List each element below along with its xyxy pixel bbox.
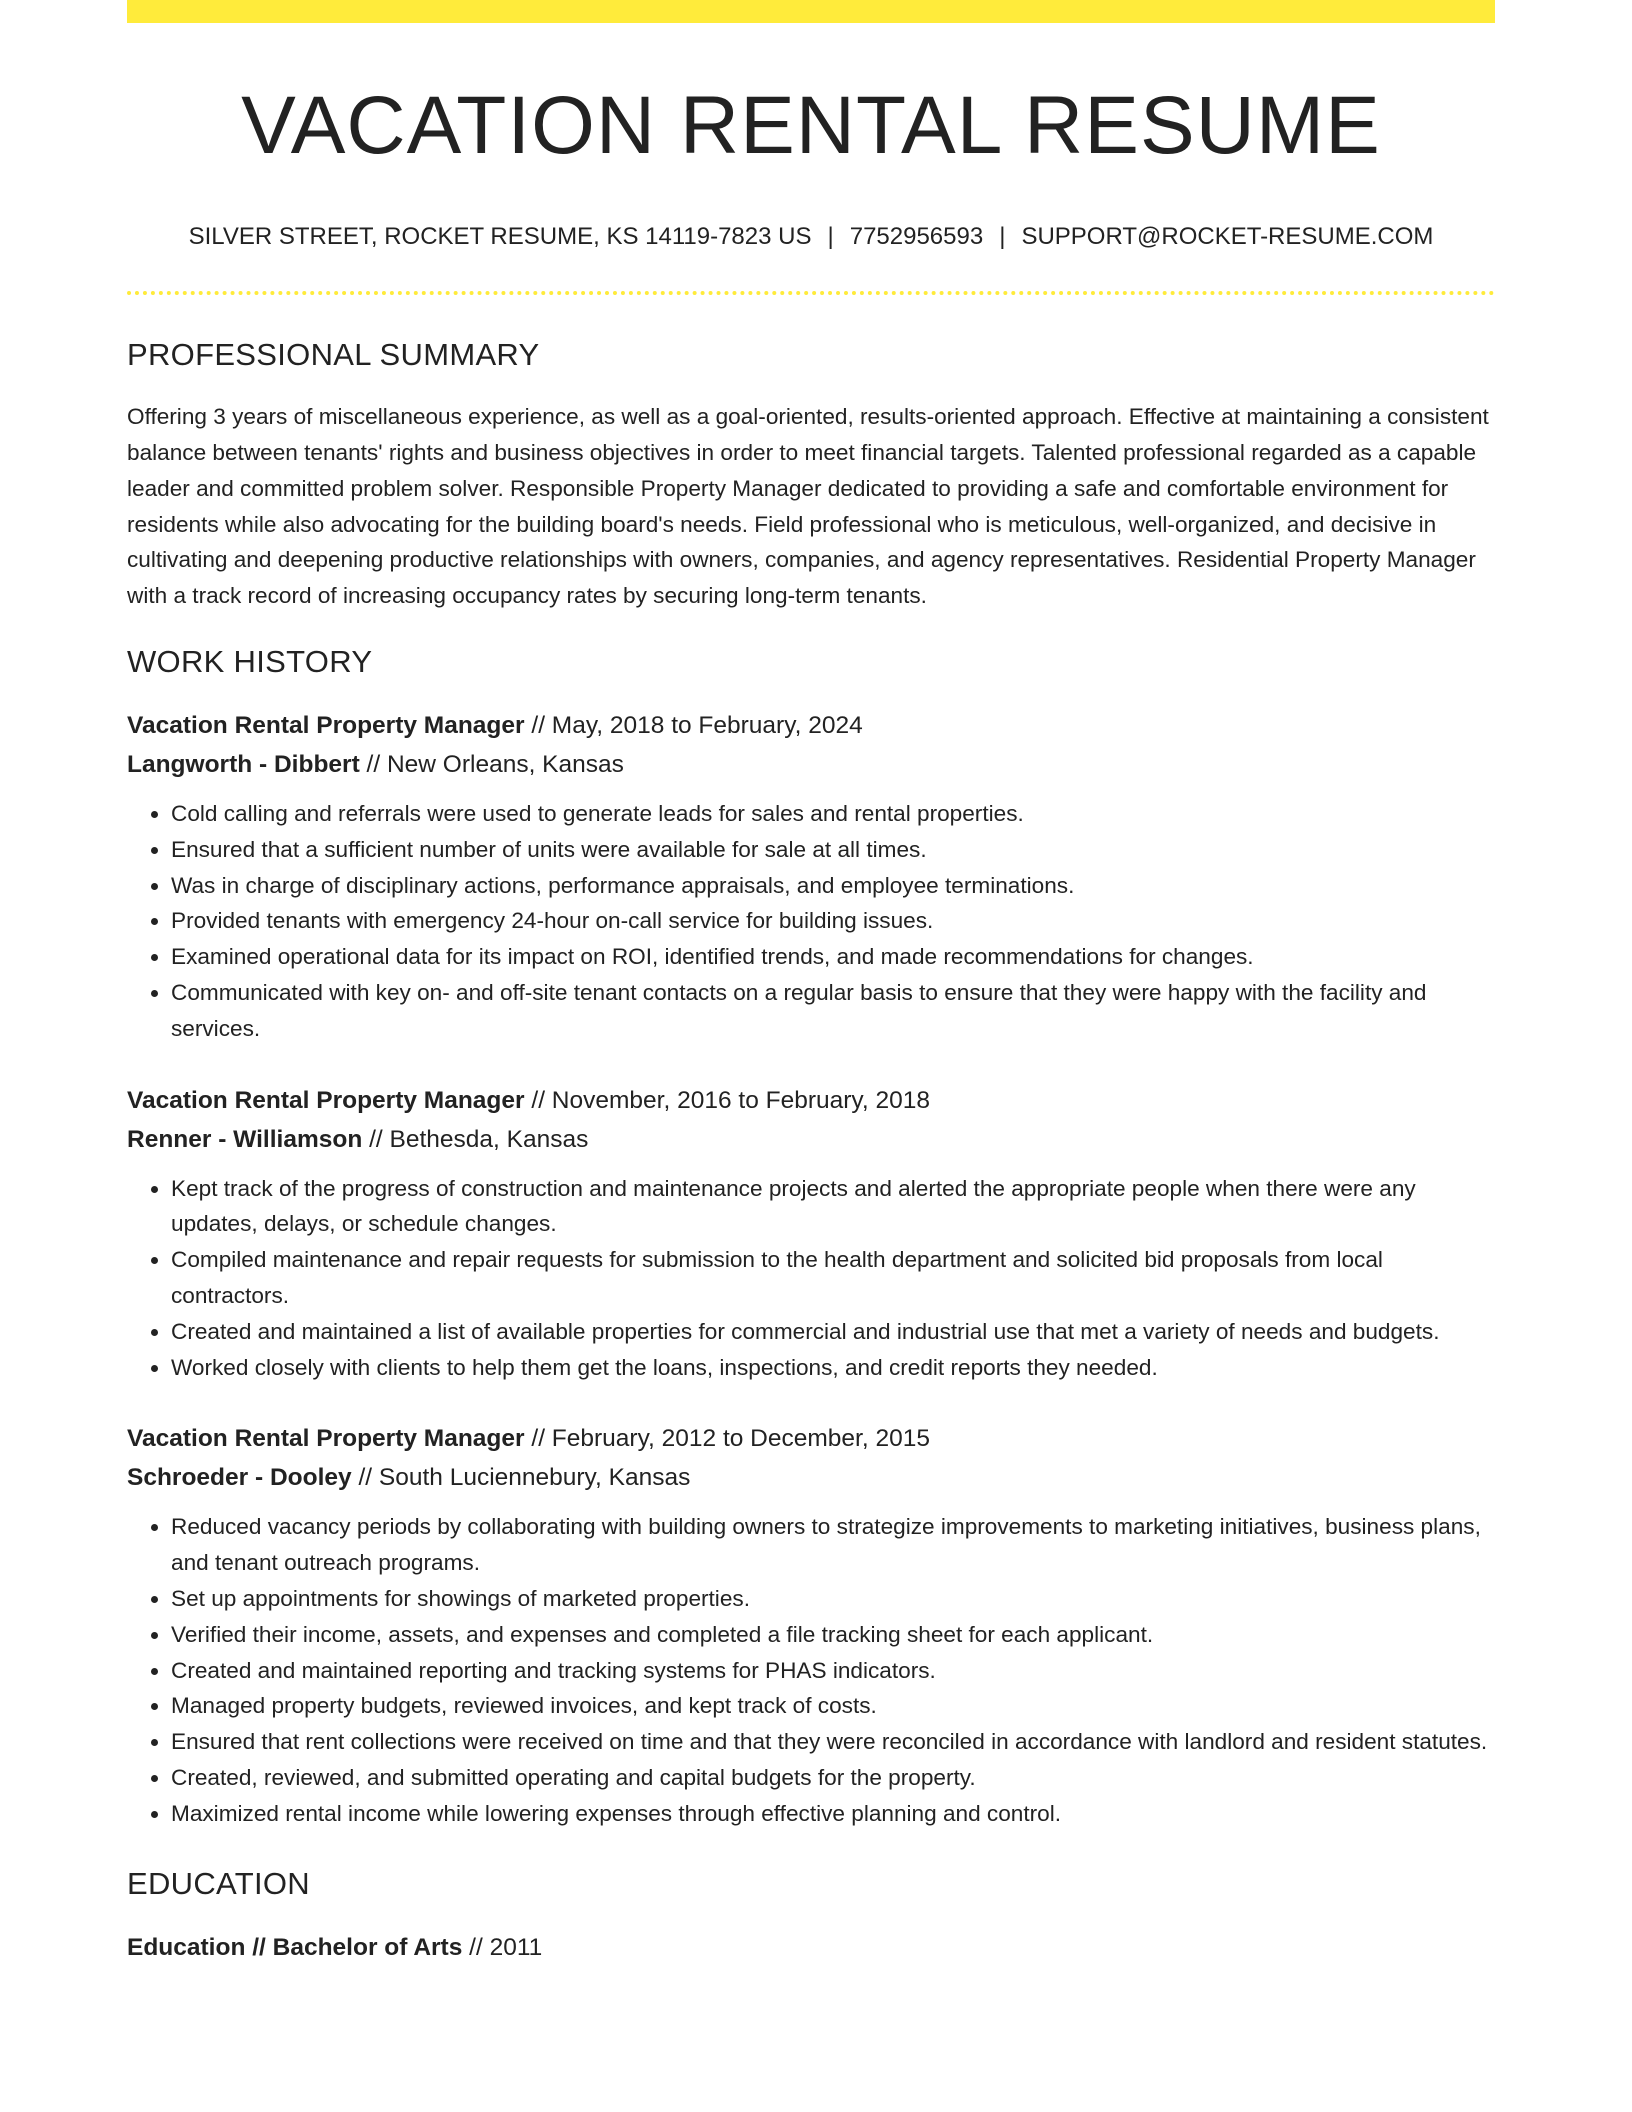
job-bullets <box>127 1509 1495 1831</box>
job-bullets <box>127 1171 1495 1386</box>
job-location: // South Luciennebury, Kansas <box>351 1464 691 1492</box>
job-entry <box>127 1419 1495 1831</box>
phone: 7752956593 <box>849 223 984 251</box>
job-bullet: • Created and maintained a list of available properties for commercial and industrial use that met a variety of needs and budgets. <box>171 1314 1495 1350</box>
job-bullet: • Communicated with key on- and off-site tenant contacts on a regular basis to ensure that they were happy with the facility and services. <box>171 975 1495 1047</box>
job-bullet: • Set up appointments for showings of marketed properties. <box>171 1581 1495 1617</box>
contact-separator: | <box>999 223 1006 251</box>
job-bullet: • Created, reviewed, and submitted operating and capital budgets for the property. <box>171 1760 1495 1796</box>
dotted-divider <box>127 291 1495 295</box>
job-company: Langworth - Dibbert <box>127 750 360 778</box>
resume-title: VACATION RENTAL RESUME <box>241 80 1381 171</box>
job-dates: // May, 2018 to February, 2024 <box>524 711 863 739</box>
contact-line <box>127 223 1495 251</box>
job-bullet: • Worked closely with clients to help them get the loans, inspections, and credit reports they needed. <box>171 1350 1495 1386</box>
job-company: Schroeder - Dooley <box>127 1464 352 1492</box>
address: SILVER STREET, ROCKET RESUME, KS 14119-7823 US <box>188 223 812 251</box>
job-bullet: • Provided tenants with emergency 24-hour on-call service for building issues. <box>171 903 1495 939</box>
job-company-line <box>127 745 1495 784</box>
job-entry <box>127 706 1495 1047</box>
education-degree: Education // Bachelor of Arts <box>127 1933 463 1961</box>
job-bullet: • Examined operational data for its impact on ROI, identified trends, and made recommendations for changes. <box>171 939 1495 975</box>
job-role-line <box>127 706 1495 745</box>
job-bullet: • Reduced vacancy periods by collaborating with building owners to strategize improvements to marketing initiatives, business plans, and tenant outreach programs. <box>171 1509 1495 1581</box>
job-role: Vacation Rental Property Manager <box>127 711 525 739</box>
accent-top-bar <box>127 0 1495 23</box>
job-company-line <box>127 1458 1495 1497</box>
job-location: // New Orleans, Kansas <box>359 750 624 778</box>
job-company: Renner - Williamson <box>127 1125 363 1153</box>
job-bullet: • Ensured that rent collections were received on time and that they were reconciled in accordance with landlord and resident statutes. <box>171 1724 1495 1760</box>
job-bullet: • Kept track of the progress of construction and maintenance projects and alerted the appropriate people when there were any updates, delays, or schedule changes. <box>171 1171 1495 1243</box>
section-title-work-history: WORK HISTORY <box>127 643 373 679</box>
job-role-line <box>127 1419 1495 1458</box>
education-year: // 2011 <box>462 1933 543 1961</box>
job-dates: // February, 2012 to December, 2015 <box>524 1425 930 1453</box>
job-role: Vacation Rental Property Manager <box>127 1086 525 1114</box>
education-entry <box>127 1928 1495 1967</box>
email: SUPPORT@ROCKET-RESUME.COM <box>1021 223 1434 251</box>
job-dates: // November, 2016 to February, 2018 <box>524 1086 930 1114</box>
job-role-line <box>127 1081 1495 1120</box>
job-bullet: • Maximized rental income while lowering expenses through effective planning and control. <box>171 1796 1495 1832</box>
job-bullet: • Managed property budgets, reviewed invoices, and kept track of costs. <box>171 1688 1495 1724</box>
job-company-line <box>127 1120 1495 1159</box>
job-bullets <box>127 796 1495 1047</box>
summary-paragraph: Offering 3 years of miscellaneous experience, as well as a goal-oriented, results-oriented approach. Effective at maintaining a consistent balance between tenants' rights and business objectives in order to meet financial targets. Talented professional regarded as a capable leader and committed problem solver. Responsible Property Manager dedicated to providing a safe and comfortable environment for residents while also advocating for the building board's needs. Field professional who is meticulous, well-organized, and decisive in cultivating and deepening productive relationships with owners, companies, and agency representatives. Residential Property Manager with a track record of increasing occupancy rates by securing long-term tenants. <box>127 404 1489 609</box>
job-bullet: • Was in charge of disciplinary actions, performance appraisals, and employee terminations. <box>171 868 1495 904</box>
job-role: Vacation Rental Property Manager <box>127 1425 525 1453</box>
job-bullet: • Ensured that a sufficient number of units were available for sale at all times. <box>171 832 1495 868</box>
job-bullet: • Verified their income, assets, and expenses and completed a file tracking sheet for each applicant. <box>171 1617 1495 1653</box>
job-entry <box>127 1081 1495 1386</box>
job-bullet: • Cold calling and referrals were used to generate leads for sales and rental properties. <box>171 796 1495 832</box>
job-bullet: • Compiled maintenance and repair requests for submission to the health department and solicited bid proposals from local contractors. <box>171 1242 1495 1314</box>
section-title-summary: PROFESSIONAL SUMMARY <box>127 337 540 373</box>
job-location: // Bethesda, Kansas <box>362 1125 589 1153</box>
job-bullet: • Created and maintained reporting and tracking systems for PHAS indicators. <box>171 1653 1495 1689</box>
contact-separator: | <box>827 223 834 251</box>
section-title-education: EDUCATION <box>127 1865 310 1901</box>
resume-page <box>127 0 1495 1967</box>
